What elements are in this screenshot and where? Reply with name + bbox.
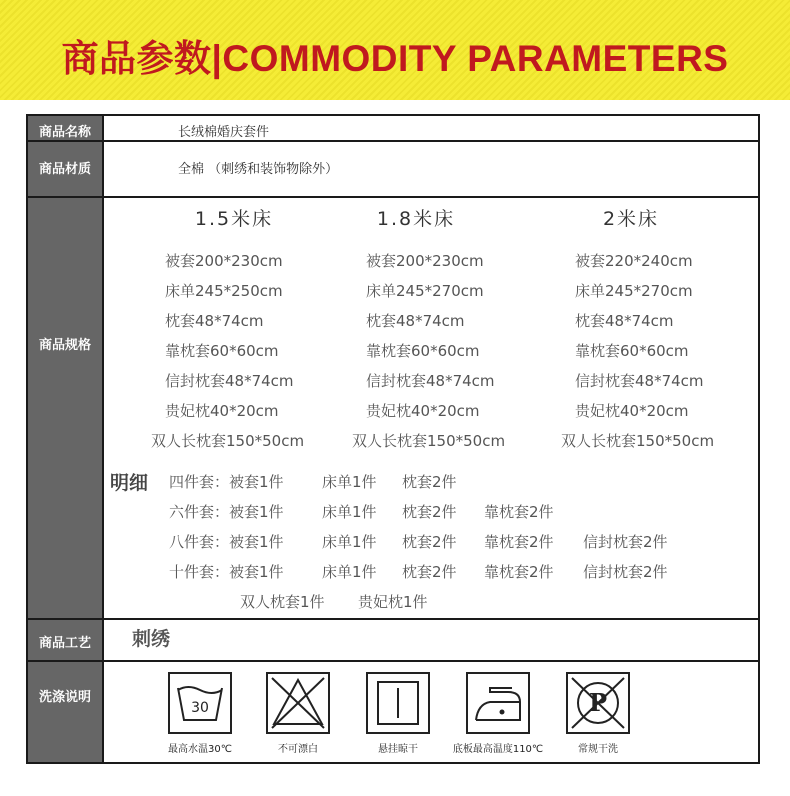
- spec-item: 双人长枕套150*50cm: [352, 432, 506, 450]
- no-bleach-icon: [266, 672, 330, 734]
- detail-item: 信封枕套2件: [583, 563, 668, 581]
- spec-item: 枕套48*74cm: [575, 312, 674, 330]
- spec-item: 信封枕套48*74cm: [575, 372, 704, 390]
- detail-item: 床单1件: [322, 473, 377, 491]
- wash-30-caption: 最高水温30℃: [168, 744, 232, 755]
- detail-item: 贵妃枕1件: [358, 593, 428, 611]
- spec-item: 信封枕套48*74cm: [165, 372, 294, 390]
- parameter-table: [26, 114, 760, 764]
- row-material: [28, 142, 758, 198]
- detail-item: 枕套2件: [402, 533, 457, 551]
- detail-item: 床单1件: [322, 533, 377, 551]
- spec-item: 被套200*230cm: [366, 252, 484, 270]
- iron-110-icon: [466, 672, 530, 734]
- row-name: [28, 116, 758, 142]
- size-heading-2m: 2米床: [602, 208, 660, 230]
- detail-item: 枕套2件: [402, 473, 457, 491]
- dry-clean-caption: 常规干洗: [578, 744, 618, 755]
- size-heading-1-5m: 1.5米床: [194, 208, 274, 230]
- row-label-name: 商品名称: [38, 125, 91, 140]
- page-title: 商品参数|COMMODITY PARAMETERS: [61, 38, 729, 79]
- detail-item: 八件套：被套1件: [169, 533, 284, 551]
- size-heading-1-8m: 1.8米床: [376, 208, 456, 230]
- detail-item: 靠枕套2件: [484, 533, 554, 551]
- material-value: 全棉 （刺绣和装饰物除外）: [178, 162, 339, 177]
- hang-dry-icon: [366, 672, 430, 734]
- spec-item: 信封枕套48*74cm: [366, 372, 495, 390]
- spec-item: 床单245*250cm: [165, 282, 283, 300]
- spec-item: 被套220*240cm: [575, 252, 693, 270]
- spec-item: 床单245*270cm: [575, 282, 693, 300]
- product-name-value: 长绒棉婚庆套件: [178, 125, 270, 140]
- detail-item: 床单1件: [322, 563, 377, 581]
- spec-item: 贵妃枕40*20cm: [165, 402, 279, 420]
- detail-item: 床单1件: [322, 503, 377, 521]
- row-label-craft: 商品工艺: [38, 636, 91, 651]
- detail-item: 十件套：被套1件: [169, 563, 284, 581]
- spec-item: 双人长枕套150*50cm: [151, 432, 305, 450]
- spec-item: 被套200*230cm: [165, 252, 283, 270]
- dry-clean-letter: P: [588, 688, 608, 717]
- row-label-wash: 洗涤说明: [38, 690, 91, 705]
- wash-30-icon: [168, 672, 232, 734]
- spec-item: 靠枕套60*60cm: [575, 342, 689, 360]
- spec-item: 靠枕套60*60cm: [366, 342, 480, 360]
- spec-item: 靠枕套60*60cm: [165, 342, 279, 360]
- header-banner: [0, 0, 790, 100]
- detail-item: 四件套：被套1件: [169, 473, 284, 491]
- hang-dry-caption: 悬挂晾干: [378, 744, 418, 755]
- detail-item: 枕套2件: [402, 503, 457, 521]
- spec-item: 床单245*270cm: [366, 282, 484, 300]
- craft-value: 刺绣: [132, 628, 171, 650]
- dry-clean-p-icon: [566, 672, 630, 734]
- iron-110-caption: 底板最高温度110℃: [452, 744, 544, 755]
- detail-item: 靠枕套2件: [484, 503, 554, 521]
- detail-item: 双人枕套1件: [240, 593, 325, 611]
- detail-item: 枕套2件: [402, 563, 457, 581]
- detail-item: 六件套：被套1件: [169, 503, 284, 521]
- detail-item: 靠枕套2件: [484, 563, 554, 581]
- spec-item: 贵妃枕40*20cm: [575, 402, 689, 420]
- row-label-spec: 商品规格: [38, 338, 91, 353]
- no-bleach-caption: 不可漂白: [278, 744, 318, 755]
- row-label-material: 商品材质: [38, 162, 91, 177]
- wash-temp-number: 30: [191, 700, 209, 716]
- details-title: 明细: [110, 472, 149, 494]
- detail-item: 信封枕套2件: [583, 533, 668, 551]
- spec-item: 贵妃枕40*20cm: [366, 402, 480, 420]
- spec-item: 枕套48*74cm: [165, 312, 264, 330]
- spec-item: 枕套48*74cm: [366, 312, 465, 330]
- spec-item: 双人长枕套150*50cm: [561, 432, 715, 450]
